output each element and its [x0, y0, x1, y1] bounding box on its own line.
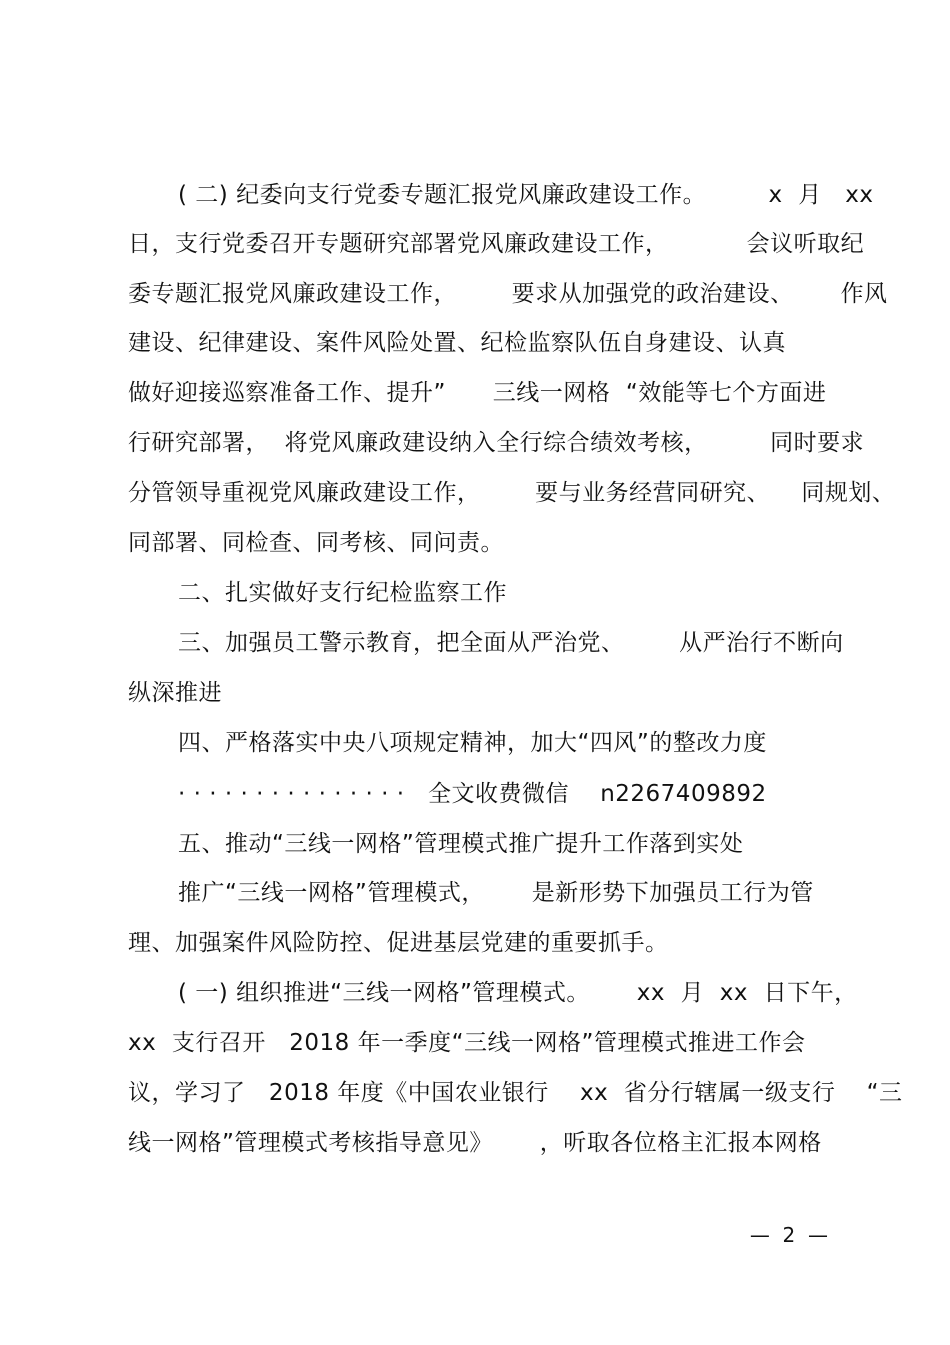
- paragraph-line: 委专题汇报党风廉政建设工作， 要求从加强党的政治建设、 作风: [128, 281, 888, 307]
- section-heading: 二、扎实做好支行纪检监察工作: [178, 580, 507, 606]
- contact-line: · · · · · · · · · · · · · · · 全文收费微信 n2267409892: [178, 781, 767, 807]
- paragraph-line: xx 支行召开 2018 年一季度“三线一网格”管理模式推进工作会: [128, 1030, 806, 1056]
- paragraph-line: 日，支行党委召开专题研究部署党风廉政建设工作， 会议听取纪: [128, 231, 865, 257]
- section-heading: 五、推动“三线一网格”管理模式推广提升工作落到实处: [178, 831, 744, 857]
- paragraph-line: ( 二) 纪委向支行党委专题汇报党风廉政建设工作。 x 月 xx: [178, 182, 874, 208]
- paragraph-line: 建设、纪律建设、案件风险处置、纪检监察队伍自身建设、认真: [128, 330, 786, 356]
- section-heading: 四、严格落实中央八项规定精神，加大“四风”的整改力度: [178, 730, 767, 756]
- section-heading: 三、加强员工警示教育，把全面从严治党、 从严治行不断向: [178, 630, 844, 656]
- section-heading: 纵深推进: [128, 680, 222, 706]
- paragraph-line: 行研究部署， 将党风廉政建设纳入全行综合绩效考核， 同时要求: [128, 430, 865, 456]
- paragraph-line: 做好迎接巡察准备工作、提升” 三线一网格 “效能等七个方面进: [128, 380, 827, 406]
- paragraph-line: 线一网格”管理模式考核指导意见》 ，听取各位格主汇报本网格: [128, 1130, 822, 1156]
- paragraph-line: 推广“三线一网格”管理模式， 是新形势下加强员工行为管: [178, 880, 814, 906]
- paragraph-line: ( 一) 组织推进“三线一网格”管理模式。 xx 月 xx 日下午，: [178, 980, 858, 1006]
- paragraph-line: 议，学习了 2018 年度《中国农业银行 xx 省分行辖属一级支行 “三: [128, 1080, 903, 1106]
- paragraph-line: 理、加强案件风险防控、促进基层党建的重要抓手。: [128, 930, 669, 956]
- paragraph-line: 分管领导重视党风廉政建设工作， 要与业务经营同研究、 同规划、: [128, 480, 896, 506]
- paragraph-line: 同部署、同检查、同考核、同问责。: [128, 530, 504, 556]
- page-number: — 2 —: [749, 1223, 828, 1247]
